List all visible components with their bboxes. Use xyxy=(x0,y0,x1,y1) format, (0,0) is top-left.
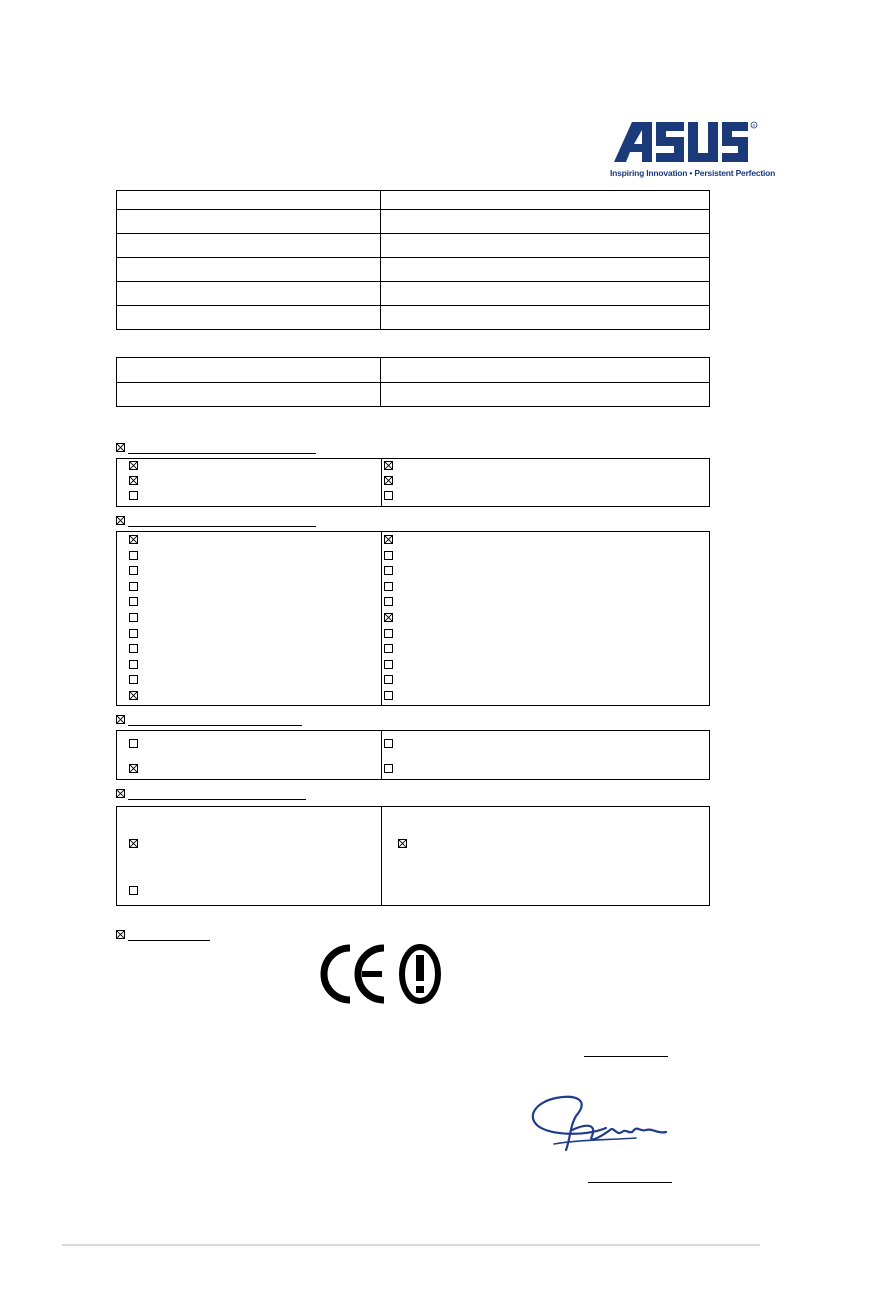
alert-mark-icon xyxy=(402,947,438,1001)
section-2-box xyxy=(116,531,710,706)
option-checkbox[interactable] xyxy=(129,691,138,700)
table-row xyxy=(117,383,710,407)
option-checkbox[interactable] xyxy=(129,461,138,470)
section-4-box xyxy=(116,806,710,906)
option-checkbox[interactable] xyxy=(384,660,393,669)
option-checkbox[interactable] xyxy=(384,476,393,485)
signature xyxy=(526,1092,676,1158)
option-checkbox[interactable] xyxy=(129,613,138,622)
option-checkbox[interactable] xyxy=(129,582,138,591)
section-2-header xyxy=(116,515,316,527)
handwritten-signature xyxy=(526,1092,676,1158)
option-checkbox[interactable] xyxy=(384,582,393,591)
option-checkbox[interactable] xyxy=(129,886,138,895)
option-checkbox[interactable] xyxy=(384,629,393,638)
table-row xyxy=(117,258,710,282)
signature-line xyxy=(588,1182,672,1183)
table-row xyxy=(117,358,710,383)
option-checkbox[interactable] xyxy=(129,675,138,684)
table-row xyxy=(117,191,710,210)
section-3-box xyxy=(116,730,710,780)
option-checkbox[interactable] xyxy=(129,764,138,773)
option-checkbox[interactable] xyxy=(384,491,393,500)
option-checkbox[interactable] xyxy=(384,566,393,575)
option-checkbox[interactable] xyxy=(384,644,393,653)
ce-alert-mark xyxy=(320,942,442,1006)
section-1-box xyxy=(116,458,710,507)
option-checkbox[interactable] xyxy=(129,566,138,575)
option-checkbox[interactable] xyxy=(129,839,138,848)
option-checkbox[interactable] xyxy=(398,839,407,848)
asus-logo xyxy=(610,118,776,184)
table-row xyxy=(117,210,710,234)
info-table-primary xyxy=(116,190,710,330)
section-2-checkbox[interactable] xyxy=(116,516,125,525)
option-checkbox[interactable] xyxy=(129,739,138,748)
option-checkbox[interactable] xyxy=(384,613,393,622)
option-checkbox[interactable] xyxy=(384,764,393,773)
option-checkbox[interactable] xyxy=(384,739,393,748)
option-checkbox[interactable] xyxy=(384,691,393,700)
option-checkbox[interactable] xyxy=(129,491,138,500)
option-checkbox[interactable] xyxy=(384,551,393,560)
table-row xyxy=(117,234,710,258)
asus-logo-mark xyxy=(610,118,760,166)
svg-text:R: R xyxy=(752,123,756,128)
section-1-header xyxy=(116,442,316,454)
option-checkbox[interactable] xyxy=(129,597,138,606)
option-checkbox[interactable] xyxy=(384,675,393,684)
section-5-checkbox[interactable] xyxy=(116,930,125,939)
section-4-checkbox[interactable] xyxy=(116,789,125,798)
option-checkbox[interactable] xyxy=(129,629,138,638)
section-3-header xyxy=(116,714,302,726)
option-checkbox[interactable] xyxy=(384,597,393,606)
option-checkbox[interactable] xyxy=(129,644,138,653)
footer-rule xyxy=(62,1244,760,1246)
date-line xyxy=(584,1056,668,1057)
option-checkbox[interactable] xyxy=(384,461,393,470)
section-5-header xyxy=(116,929,210,941)
table-row xyxy=(117,282,710,306)
asus-tagline: Inspiring Innovation • Persistent Perfection xyxy=(610,168,776,178)
option-checkbox[interactable] xyxy=(129,476,138,485)
section-1-checkbox[interactable] xyxy=(116,443,125,452)
table-row xyxy=(117,306,710,330)
section-3-checkbox[interactable] xyxy=(116,715,125,724)
info-table-secondary xyxy=(116,357,710,407)
section-4-header xyxy=(116,788,306,800)
option-checkbox[interactable] xyxy=(129,535,138,544)
option-checkbox[interactable] xyxy=(384,535,393,544)
ce-mark-icon xyxy=(320,942,442,1006)
option-checkbox[interactable] xyxy=(129,660,138,669)
option-checkbox[interactable] xyxy=(129,551,138,560)
